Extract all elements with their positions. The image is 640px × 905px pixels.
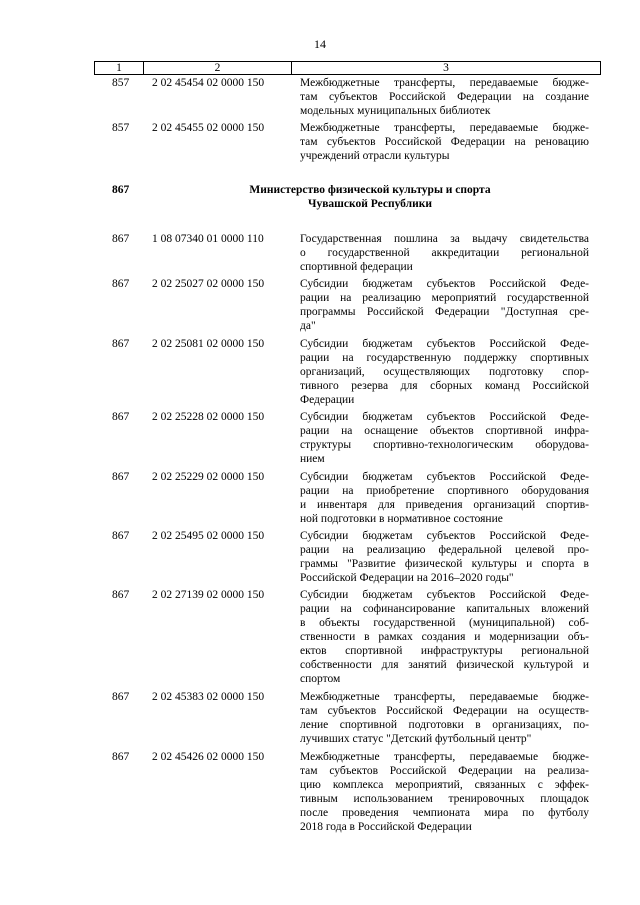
description-cell: [300, 529, 589, 585]
description-line: собственности для занятий физической культурой и: [300, 659, 589, 672]
ministry-name: [200, 183, 540, 211]
description-line: рации на реализацию мероприятий государственной: [300, 292, 589, 305]
admin-code-cell: 867: [112, 233, 130, 245]
description-line: граммы "Развитие физической культуры и спорта в: [300, 558, 589, 570]
description-line: рации на приобретение спортивного оборудования: [300, 484, 589, 497]
budget-code-cell: 2 02 45426 02 0000 150: [152, 750, 265, 763]
description-cell: [300, 76, 589, 118]
admin-code-cell: 867: [112, 411, 130, 424]
description-line: учреждений отрасли культуры: [300, 150, 450, 163]
description-line: Российской Федерации на 2016–2020 годы": [300, 572, 514, 584]
budget-code-cell: 2 02 25495 02 0000 150: [152, 530, 265, 542]
budget-code-cell: 2 02 27139 02 0000 150: [152, 589, 265, 602]
description-line: тивным использованием тренировочных площадок: [300, 792, 589, 805]
description-cell: [300, 750, 589, 834]
description-cell: [300, 337, 589, 407]
description-line: тивного резерва для сборных команд Российской: [300, 379, 589, 392]
description-line: Межбюджетные трансферты, передаваемые бюдже-: [300, 77, 589, 89]
description-line: и инвентаря для приведения организаций спортив-: [300, 498, 589, 511]
description-line: программы Российской Федерации "Доступная сре-: [300, 306, 589, 319]
description-line: после проведения чемпионата мира по футболу: [300, 806, 589, 819]
budget-code-cell: 2 02 25081 02 0000 150: [152, 337, 265, 350]
budget-code-cell: 2 02 25027 02 0000 150: [152, 278, 265, 291]
description-line: там субъектов Российской Федерации на реализа-: [300, 764, 589, 777]
description-line: о государственной аккредитации региональной: [300, 247, 589, 259]
description-line: рации на реализацию федеральной целевой про-: [300, 544, 589, 556]
budget-code-cell: 2 02 45455 02 0000 150: [152, 122, 265, 135]
ministry-name-line-2: Чувашской Республики: [308, 198, 432, 210]
budget-code-cell: 1 08 07340 01 0000 110: [152, 233, 264, 245]
admin-code-cell: 867: [112, 530, 130, 542]
description-line: Федерации: [300, 393, 355, 406]
description-cell: [300, 690, 589, 746]
description-cell: [300, 232, 589, 274]
description-line: модельных муниципальных библиотек: [300, 105, 491, 117]
description-line: там субъектов Российской Федерации на создание: [300, 91, 589, 103]
description-cell: [300, 470, 589, 526]
description-line: Субсидии бюджетам субъектов Российской Феде-: [300, 411, 589, 424]
description-line: там субъектов Российской Федерации на осуществ-: [300, 705, 589, 718]
description-line: спортом: [300, 673, 341, 686]
description-line: ственности в рамках создания и модернизации объ-: [300, 631, 589, 644]
description-line: да": [300, 320, 316, 333]
description-line: Субсидии бюджетам субъектов Российской Феде-: [300, 470, 589, 483]
ministry-code: 867: [112, 184, 130, 196]
description-line: Субсидии бюджетам субъектов Российской Феде-: [300, 589, 589, 602]
admin-code-cell: 867: [112, 278, 130, 291]
budget-code-cell: 2 02 45454 02 0000 150: [152, 77, 265, 89]
description-cell: [300, 588, 589, 686]
column-header-3: 3: [443, 62, 449, 74]
description-line: 2018 года в Российской Федерации: [300, 820, 472, 833]
admin-code-cell: 857: [112, 122, 130, 135]
description-line: Межбюджетные трансферты, передаваемые бюдже-: [300, 122, 589, 135]
description-cell: [300, 277, 589, 333]
description-line: в объекты государственной (муниципальной) соб-: [300, 617, 589, 630]
description-line: структуры спортивно-технологическим оборудова-: [300, 439, 589, 452]
ministry-name-line-1: Министерство физической культуры и спорта: [249, 184, 491, 196]
admin-code-cell: 867: [112, 337, 130, 350]
description-cell: [300, 121, 589, 163]
description-line: лучивших статус "Детский футбольный центр": [300, 733, 532, 746]
description-line: нием: [300, 453, 325, 466]
description-line: цию комплекса мероприятий, связанных с эффек-: [300, 778, 589, 791]
description-line: ной подготовки в нормативное состояние: [300, 512, 503, 525]
description-line: рации на государственную поддержку спортивных: [300, 351, 589, 364]
admin-code-cell: 867: [112, 750, 130, 763]
description-line: Субсидии бюджетам субъектов Российской Феде-: [300, 278, 589, 291]
description-line: там субъектов Российской Федерации на реновацию: [300, 136, 589, 149]
page-number: 14: [314, 37, 326, 51]
description-line: Межбюджетные трансферты, передаваемые бюдже-: [300, 691, 589, 704]
description-line: организаций, осуществляющих подготовку спор-: [300, 365, 589, 378]
budget-code-cell: 2 02 25229 02 0000 150: [152, 470, 265, 483]
column-header-1: 1: [116, 62, 122, 74]
admin-code-cell: 867: [112, 470, 130, 483]
column-header-row: [94, 61, 601, 75]
description-line: рации на софинансирование капитальных вложений: [300, 603, 589, 616]
admin-code-cell: 857: [112, 77, 130, 89]
admin-code-cell: 867: [112, 691, 130, 704]
description-line: ление спортивной подготовки в организациях, по-: [300, 719, 589, 732]
description-line: Субсидии бюджетам субъектов Российской Феде-: [300, 337, 589, 350]
description-line: ектов спортивной инфраструктуры региональной: [300, 645, 589, 658]
description-cell: [300, 410, 589, 466]
description-line: спортивной федерации: [300, 261, 413, 273]
description-line: Субсидии бюджетам субъектов Российской Феде-: [300, 530, 589, 542]
description-line: Государственная пошлина за выдачу свидетельства: [300, 233, 589, 245]
budget-code-cell: 2 02 25228 02 0000 150: [152, 411, 265, 424]
description-line: Межбюджетные трансферты, передаваемые бюдже-: [300, 750, 589, 763]
admin-code-cell: 867: [112, 589, 130, 602]
budget-code-cell: 2 02 45383 02 0000 150: [152, 691, 265, 704]
column-header-2: 2: [214, 62, 221, 74]
description-line: рации на оснащение объектов спортивной инфра-: [300, 425, 589, 438]
